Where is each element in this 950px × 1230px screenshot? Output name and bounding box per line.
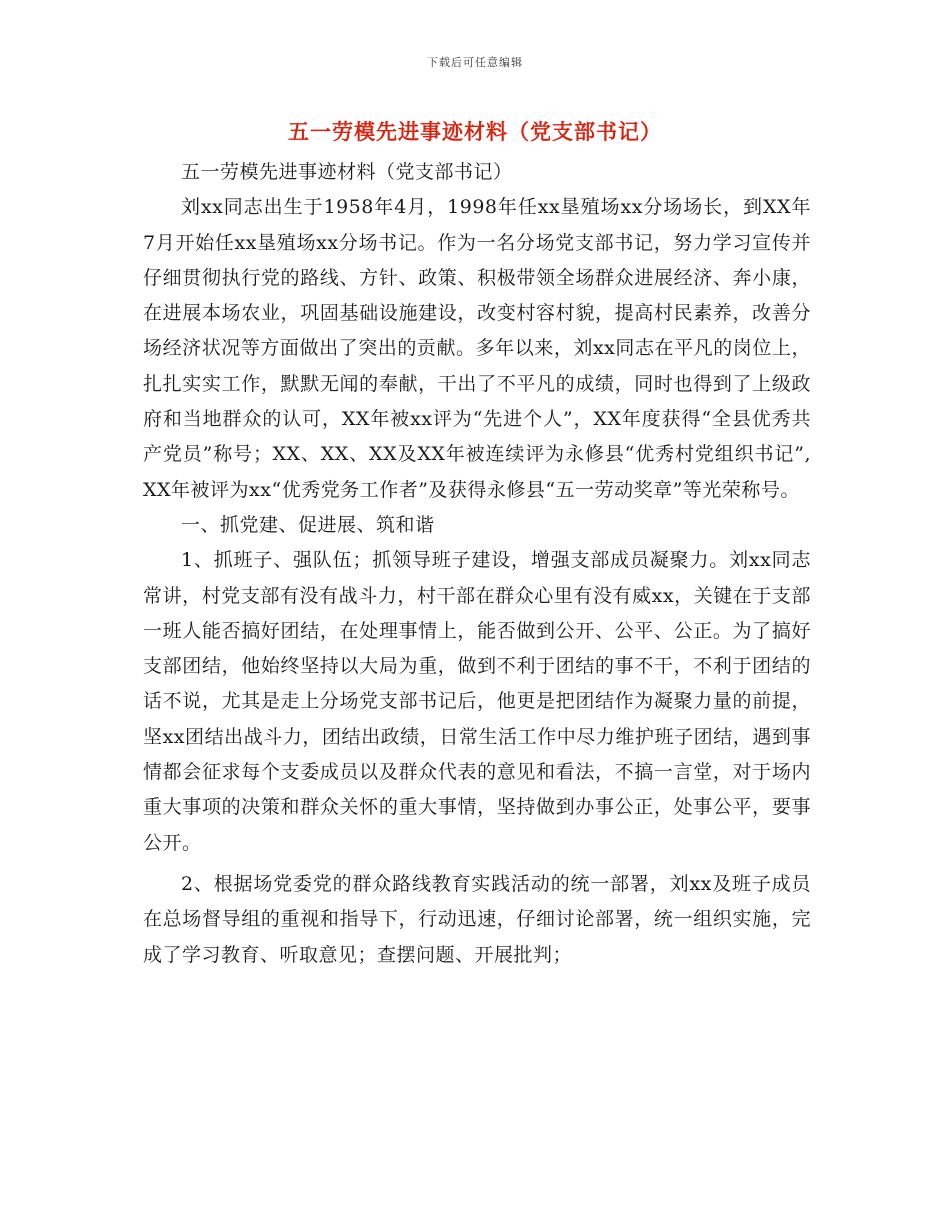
- body-paragraph: 1、抓班子、强队伍；抓领导班子建设，增强支部成员凝聚力。刘xx同志常讲，村党支部有没有战斗力，村干部在群众心里有没有威xx，关键在于支部一班人能否搞好团结，在处理事情上，能否做到公开、公平、公正。为了搞好支部团结，他始终坚持以大局为重，做到不利于团结的事不干，不利于团结的话不说，尤其是走上分场党支部书记后，他更是把团结作为凝聚力量的前提，坚xx团结出战斗力，团结出政绩，日常生活工作中尽力维护班子团结，遇到事情都会征求每个支委成员以及群众代表的意见和看法，不搞一言堂，对于场内重大事项的决策和群众关怀的重大事情，坚持做到办事公正，处事公平，要事公开。: [143, 549, 811, 854]
- document-body: [143, 155, 811, 973]
- intro-paragraph: 刘xx同志出生于1958年4月，1998年任xx垦殖场xx分场场长，到XX年7月开始任xx垦殖场xx分场书记。作为一名分场党支部书记，努力学习宣传并仔细贯彻执行党的路线、方针、政策、积极带领全场群众进展经济、奔小康，在进展本场农业，巩固基础设施建设，改变村容村貌，提高村民素养，改善分场经济状况等方面做出了突出的贡献。多年以来，刘xx同志在平凡的岗位上，扎扎实实工作，默默无闻的奉献，干出了不平凡的成绩，同时也得到了上级政府和当地群众的认可，XX年被xx评为“先进个人”，XX年度获得“全县优秀共产党员”称号；XX、XX、XX及XX年被连续评为永修县“优秀村党组织书记”,XX年被评为xx“优秀党务工作者”及获得永修县“五一劳动奖章”等光荣称号。: [143, 196, 811, 501]
- section-heading: 一、抓党建、促进展、筑和谐: [181, 513, 435, 536]
- body-paragraph: 2、根据场党委党的群众路线教育实践活动的统一部署，刘xx及班子成员在总场督导组的重视和指导下，行动迅速，仔细讨论部署，统一组织实施，完成了学习教育、听取意见；查摆问题、开展批判；: [143, 872, 811, 966]
- subtitle-paragraph: 五一劳模先进事迹材料（党支部书记）: [181, 161, 513, 183]
- page-header-note: 下载后可任意编辑: [427, 56, 523, 69]
- document-title: 五一劳模先进事迹材料（党支部书记）: [288, 119, 662, 144]
